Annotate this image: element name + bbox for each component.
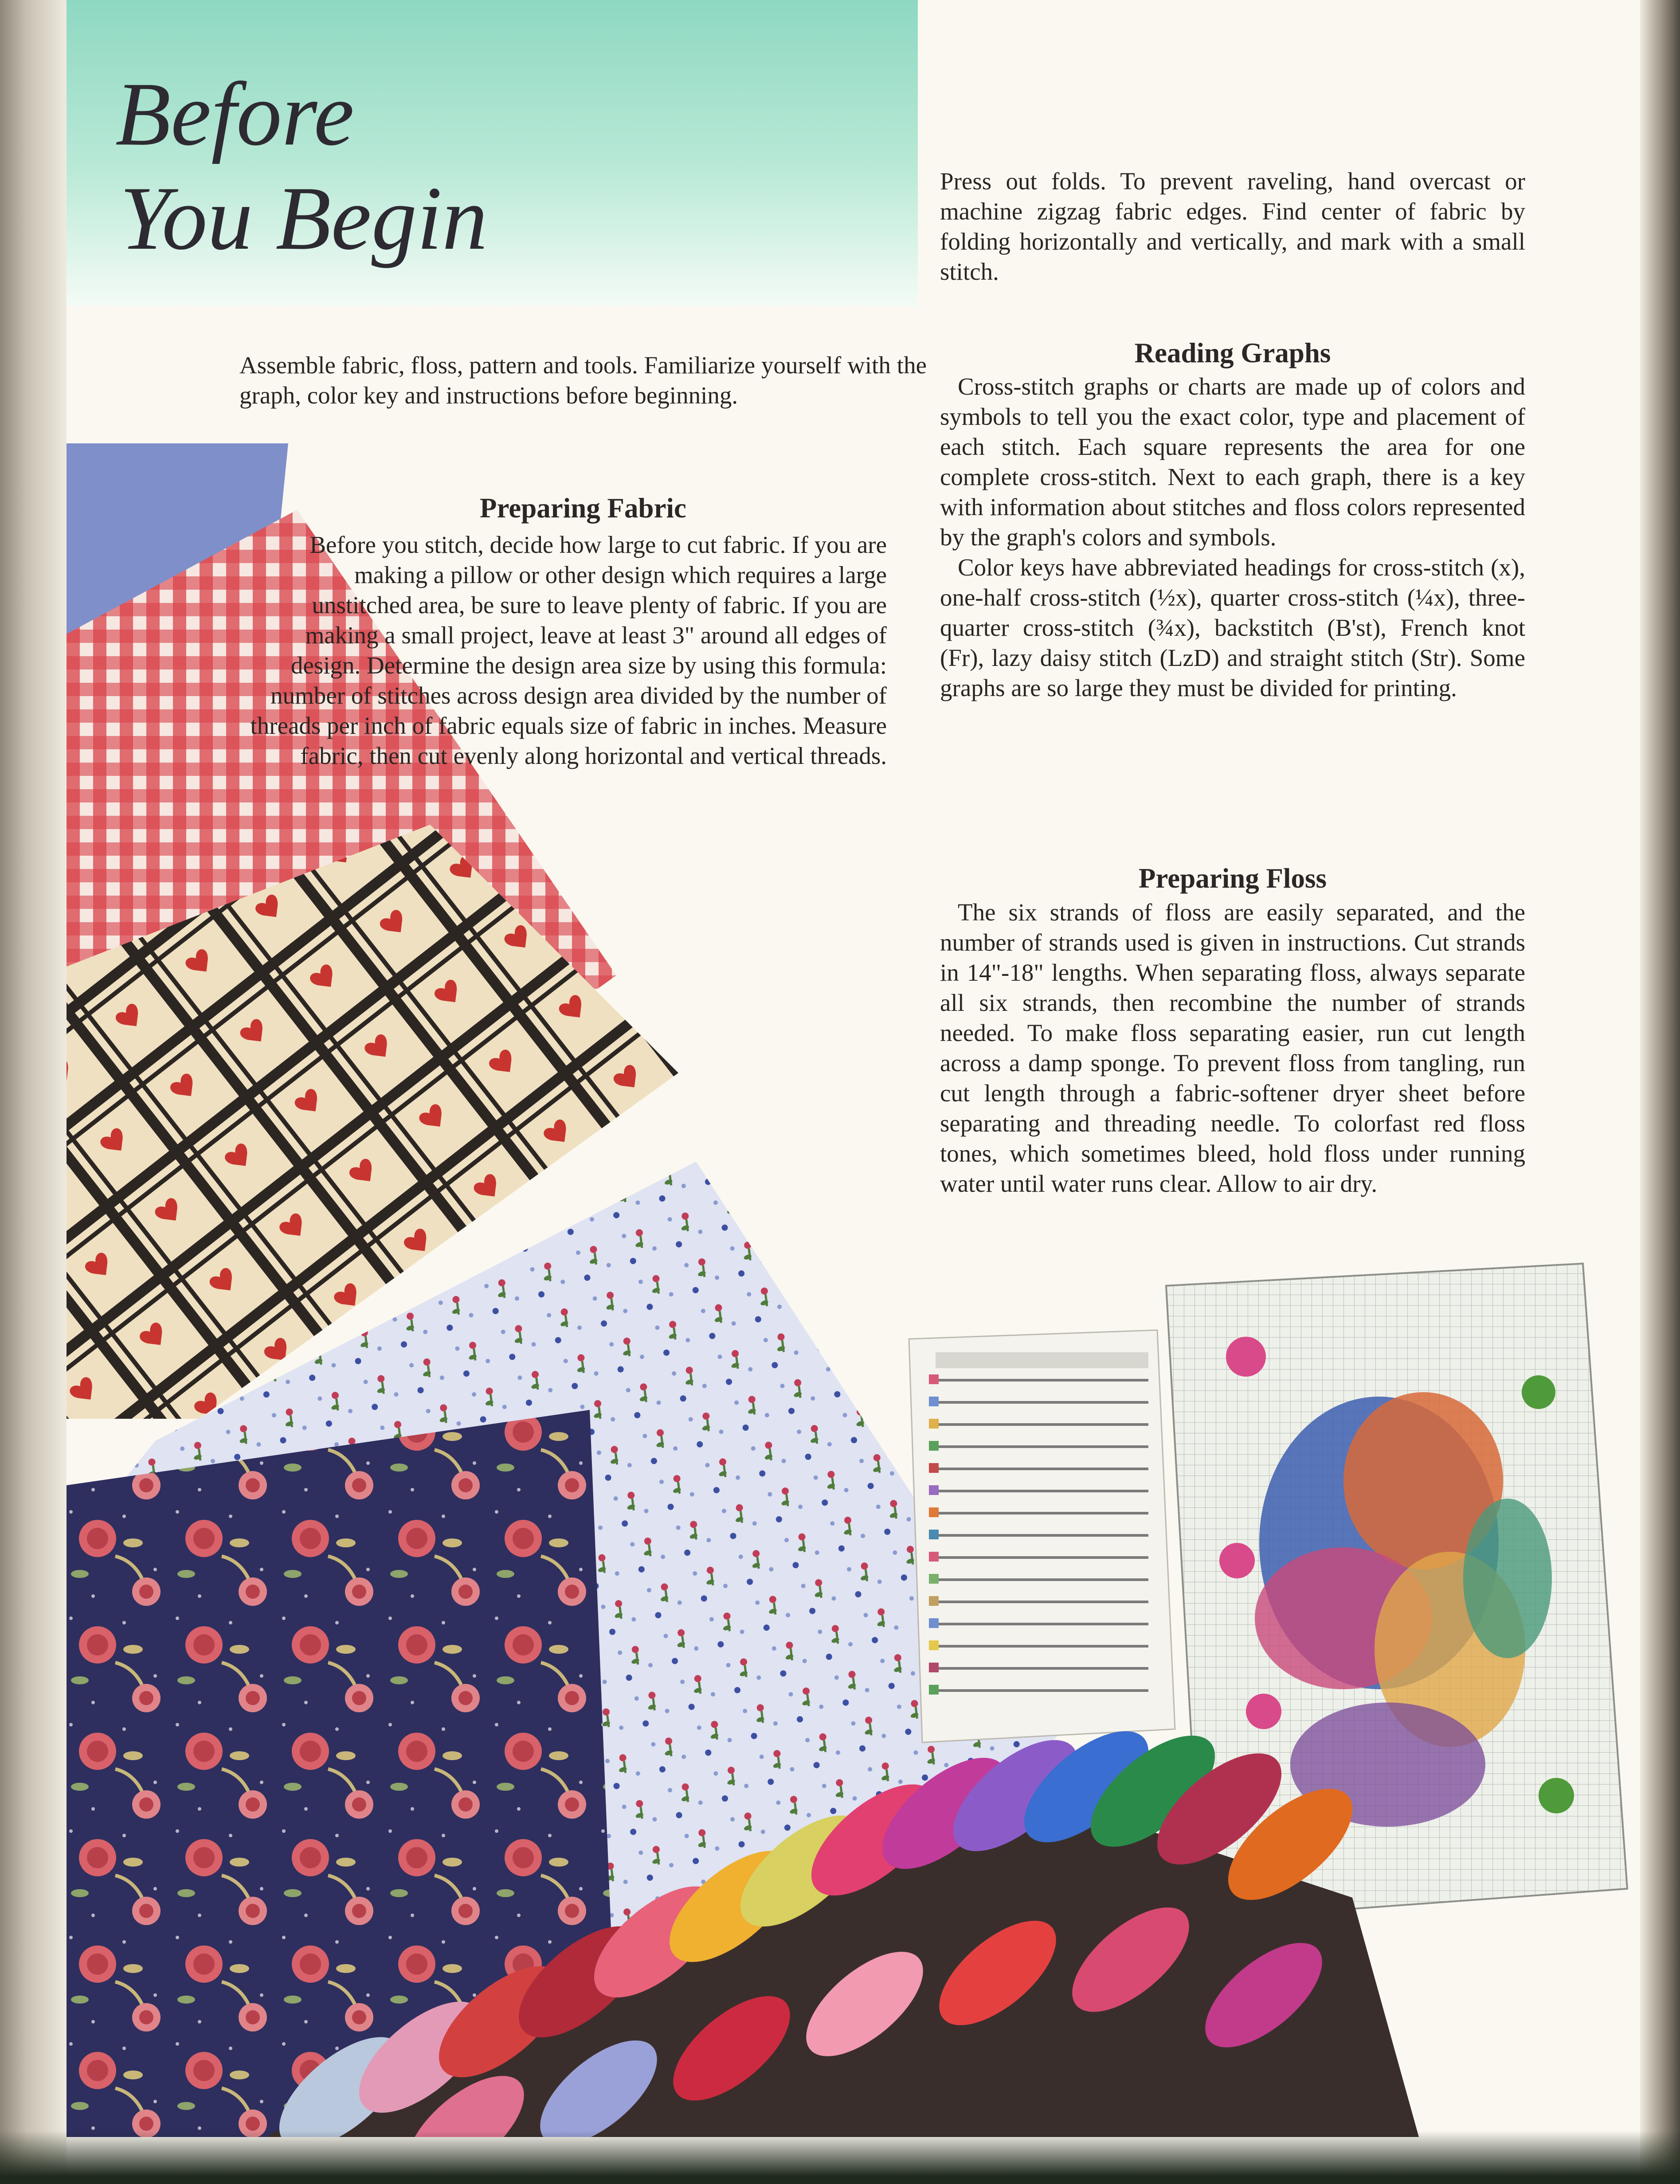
intro-paragraph: Assemble fabric, floss, pattern and tools. Familiarize yourself with the graph, color key and instructions before beginning. xyxy=(239,352,927,409)
preparing-fabric-body: Before you stitch, decide how large to cut fabric. If you are making a pillow or other design which requires a large unstitched area, be sure to leave plenty of fabric. If you are making a small project, leave at least 3" around all edges of design. Determine the design area size by using this formula: number of stitches across design area divided by the number of threads per inch of fabric equals size of fabric in inches. Measure fabric, then cut evenly along horizontal and vertical threads. xyxy=(250,531,887,769)
press-folds-paragraph: Press out folds. To prevent raveling, hand overcast or machine zigzag fabric edges. Find center of fabric by folding horizontally and vertically, and mark with a small stitch. xyxy=(940,168,1525,285)
preparing-floss-body: The six strands of floss are easily separated, and the number of strands used is given in instructions. Cut strands in 14"-18" lengths. When separating floss, always separate all six strands, then recombine the number of strands needed. To make floss separating easier, run cut length across a damp sponge. To prevent floss from tangling, run cut length through a fabric-softener dryer sheet before separating and threading needle. To colorfast red floss tones, which sometimes bleed, hold floss under running water until water runs clear. Allow to air dry. xyxy=(940,899,1525,1197)
title-line-1: Before xyxy=(115,64,354,164)
page-edge-bottom xyxy=(0,2131,1680,2184)
page-title xyxy=(115,62,825,270)
preparing-floss-heading: Preparing Floss xyxy=(1138,863,1327,894)
title-line-2: You Begin xyxy=(120,168,488,269)
reading-graphs-heading: Reading Graphs xyxy=(1134,337,1331,368)
reading-graphs-para-2: Color keys have abbreviated headings for cross-stitch (x), one-half cross-stitch (½x), quarter cross-stitch (¼x), three-quarter cross-stitch (¾x), backstitch (B'st), French knot (Fr), lazy daisy stitch (LzD) and straight stitch (Str). Some graphs are so large they must be divided for printing. xyxy=(940,554,1525,701)
reading-graphs-para-1: Cross-stitch graphs or charts are made up of colors and symbols to tell you the exact color, type and placement of each stitch. Each square represents the area for one complete cross-stitch. Next to each graph, there is a key with information about stitches and floss colors represented by the graph's colors and symbols. xyxy=(940,373,1525,551)
preparing-fabric-heading: Preparing Fabric xyxy=(479,493,686,524)
reading-graphs-body xyxy=(940,372,1525,703)
color-key-card xyxy=(909,1330,1175,1742)
page-edge-right xyxy=(1640,0,1680,2184)
page-edge-left xyxy=(0,0,67,2184)
